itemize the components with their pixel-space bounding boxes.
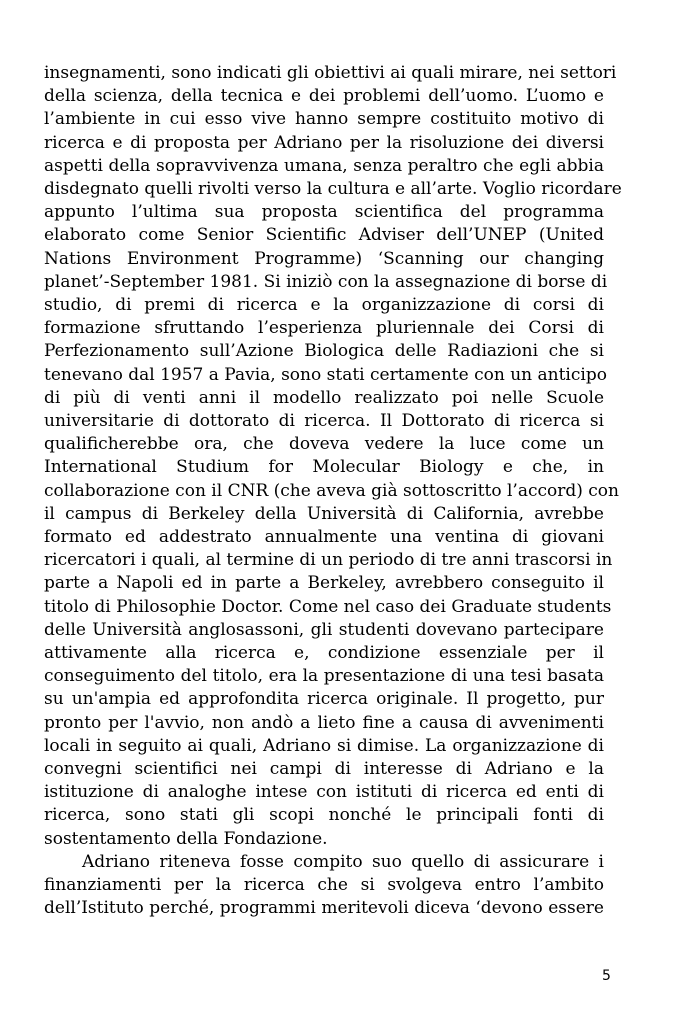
text-line: insegnamenti, sono indicati gli obiettivi ai quali mirare, nei settori xyxy=(44,63,617,83)
text-line: il campus di Berkeley della Università di California, avrebbe xyxy=(44,503,604,524)
text-line: dell’Istituto perché, programmi meritevoli diceva ‘devono essere xyxy=(44,898,604,919)
text-line: ricerca, sono stati gli scopi nonché le principali fonti di xyxy=(44,805,604,826)
text-line: formazione sfruttando l’esperienza pluriennale dei Corsi di xyxy=(44,318,604,339)
text-line: convegni scientifici nei campi di interesse di Adriano e la xyxy=(44,759,604,779)
text-line: parte a Napoli ed in parte a Berkeley, avrebbero conseguito il xyxy=(44,573,604,594)
text-line: appunto l’ultima sua proposta scientifica del programma xyxy=(44,202,604,223)
text-line: delle Università anglosassoni, gli studenti dovevano partecipare xyxy=(44,619,604,640)
text-line: l’ambiente in cui esso vive hanno sempre costituito motivo di xyxy=(44,109,604,130)
text-line: qualificherebbe ora, che doveva vedere la luce come un xyxy=(44,434,604,455)
text-line: locali in seguito ai quali, Adriano si dimise. La organizzazione di xyxy=(44,735,604,756)
text-line: conseguimento del titolo, era la presentazione di una tesi basata xyxy=(44,666,604,687)
text-line: su un'ampia ed approfondita ricerca originale. Il progetto, pur xyxy=(44,689,604,710)
text-line: International Studium for Molecular Biology e che, in xyxy=(44,457,604,478)
text-line: tenevano dal 1957 a Pavia, sono stati certamente con un anticipo xyxy=(44,364,607,385)
text-line: della scienza, della tecnica e dei problemi dell’uomo. L’uomo e xyxy=(44,86,604,107)
text-line: disdegnato quelli rivolti verso la cultura e all’arte. Voglio ricordare xyxy=(44,179,622,199)
text-line: finanziamenti per la ricerca che si svolgeva entro l’ambito xyxy=(44,875,604,895)
text-line: sostentamento della Fondazione. xyxy=(44,828,328,849)
text-line: planet’-September 1981. Si iniziò con la assegnazione di borse di xyxy=(44,271,608,292)
text-line: titolo di Philosophie Doctor. Come nel caso dei Graduate students xyxy=(44,596,612,617)
text-line: attivamente alla ricerca e, condizione essenziale per il xyxy=(44,643,604,663)
text-line: istituzione di analoghe intese con istituti di ricerca ed enti di xyxy=(44,782,604,803)
text-line: ricerca e di proposta per Adriano per la risoluzione dei diversi xyxy=(44,132,604,153)
text-line: elaborato come Senior Scientific Adviser dell’UNEP (United xyxy=(44,225,604,246)
text-line: Adriano riteneva fosse compito suo quello di assicurare i xyxy=(82,851,604,872)
text-line: Perfezionamento sull’Azione Biologica delle Radiazioni che si xyxy=(44,341,604,362)
text-line: Nations Environment Programme) ‘Scanning our changing xyxy=(44,248,604,269)
text-line: pronto per l'avvio, non andò a lieto fine a causa di avvenimenti xyxy=(44,712,604,733)
text-line: studio, di premi di ricerca e la organizzazione di corsi di xyxy=(44,295,604,315)
text-line: aspetti della sopravvivenza umana, senza peraltro che egli abbia xyxy=(44,155,604,176)
text-line: universitarie di dottorato di ricerca. Il Dottorato di ricerca si xyxy=(44,411,604,431)
text-line: di più di venti anni il modello realizzato poi nelle Scuole xyxy=(44,387,604,408)
text-line: collaborazione con il CNR (che aveva già sottoscritto l’accord) con xyxy=(44,480,619,501)
text-line: formato ed addestrato annualmente una ventina di giovani xyxy=(44,527,604,547)
text-line: ricercatori i quali, al termine di un periodo di tre anni trascorsi in xyxy=(44,550,613,571)
page-number: 5 xyxy=(602,968,611,984)
